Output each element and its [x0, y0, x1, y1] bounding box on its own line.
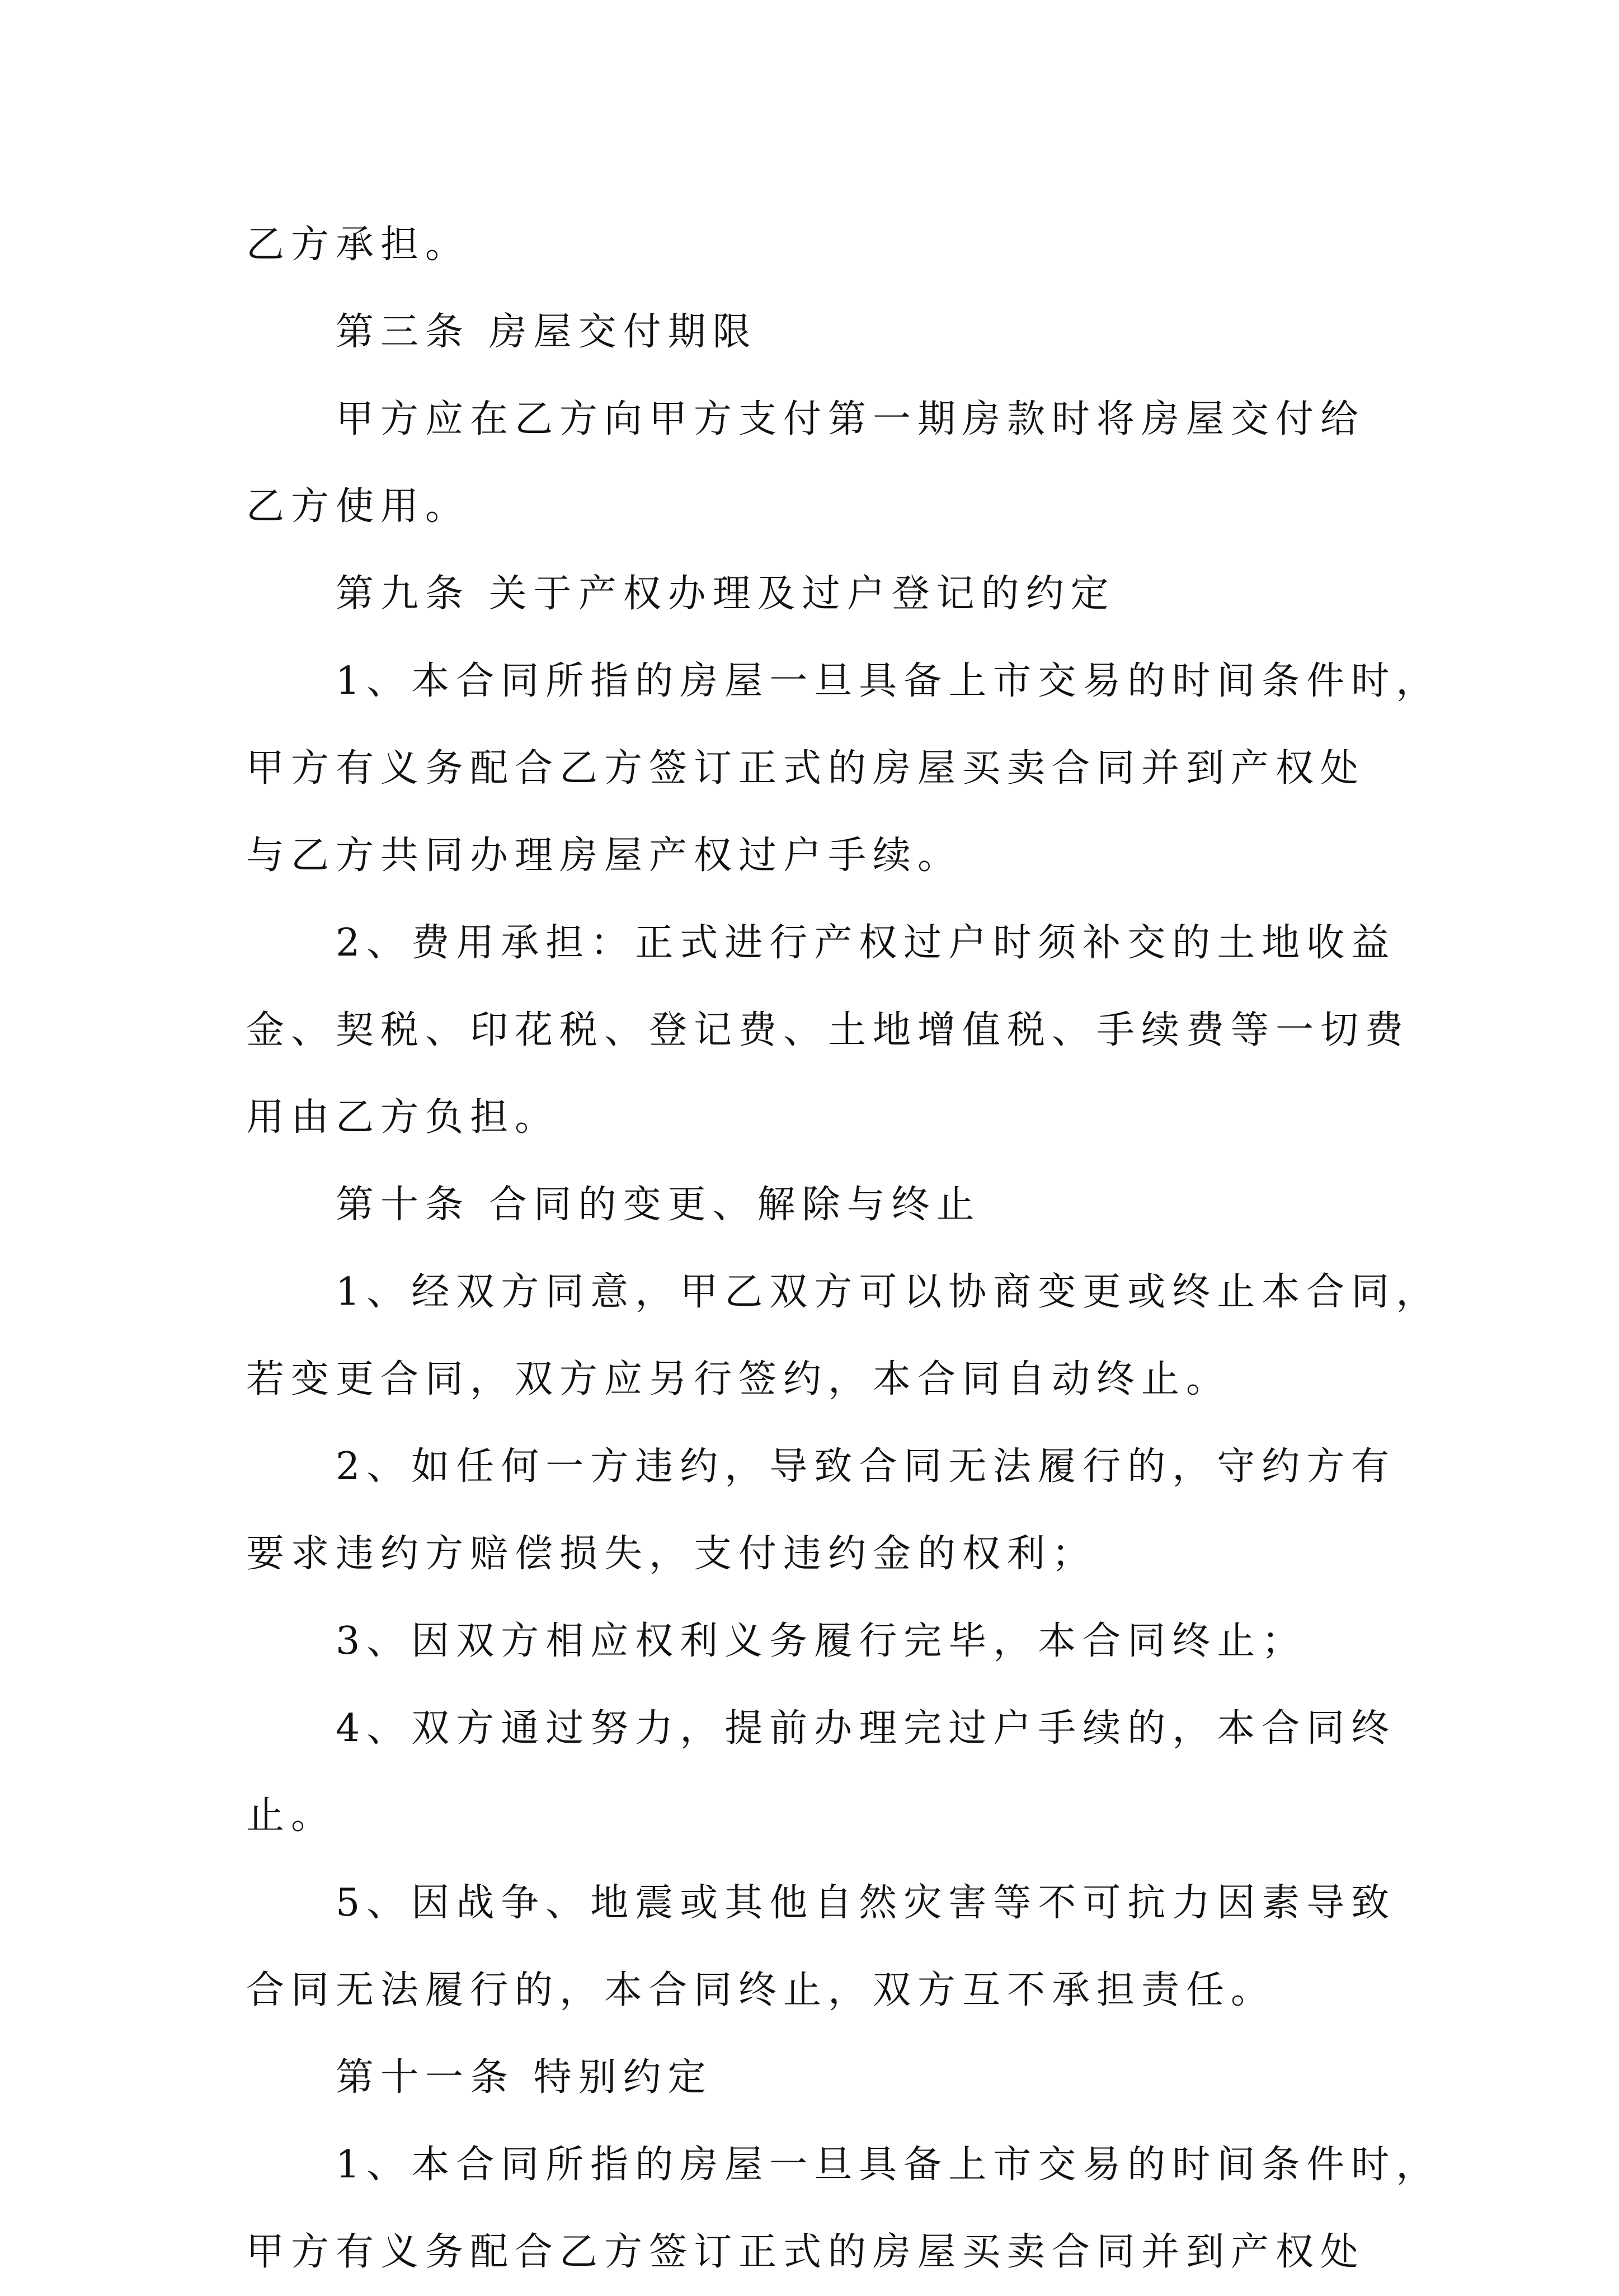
- text-line: 甲方有义务配合乙方签订正式的房屋买卖合同并到产权处: [246, 746, 1366, 791]
- text-line: 1、本合同所指的房屋一旦具备上市交易的时间条件时，: [336, 2143, 1441, 2187]
- text-line: 1、本合同所指的房屋一旦具备上市交易的时间条件时，: [336, 659, 1441, 703]
- text-line: 若变更合同，双方应另行签约，本合同自动终止。: [246, 1357, 1231, 1401]
- text-line: 2、费用承担：正式进行产权过户时须补交的土地收益: [336, 921, 1396, 965]
- text-line: 要求违约方赔偿损失，支付违约金的权利；: [246, 1532, 1097, 1576]
- text-line: 1、经双方同意，甲乙双方可以协商变更或终止本合同，: [336, 1270, 1441, 1314]
- text-line: 乙方承担。: [246, 223, 470, 267]
- text-line: 4、双方通过努力，提前办理完过户手续的，本合同终: [336, 1706, 1396, 1751]
- text-line: 5、因战争、地震或其他自然灾害等不可抗力因素导致: [336, 1881, 1396, 1925]
- text-line: 止。: [246, 1794, 336, 1838]
- document-body: [246, 201, 1441, 2296]
- text-line: 金、契税、印花税、登记费、土地增值税、手续费等一切费: [246, 1008, 1410, 1052]
- article-heading: 第十条 合同的变更、解除与终止: [336, 1183, 981, 1227]
- text-line: 用由乙方负担。: [246, 1095, 560, 1140]
- text-line: 甲方应在乙方向甲方支付第一期房款时将房屋交付给: [336, 397, 1366, 441]
- text-line: 2、如任何一方违约，导致合同无法履行的，守约方有: [336, 1445, 1396, 1489]
- text-line: 3、因双方相应权利义务履行完毕，本合同终止；: [336, 1619, 1307, 1663]
- text-line: 合同无法履行的，本合同终止，双方互不承担责任。: [246, 1968, 1276, 2012]
- article-heading: 第三条 房屋交付期限: [336, 310, 757, 354]
- text-line: 甲方有义务配合乙方签订正式的房屋买卖合同并到产权处: [246, 2230, 1366, 2274]
- article-heading: 第十一条 特别约定: [336, 2055, 713, 2100]
- article-heading: 第九条 关于产权办理及过户登记的约定: [336, 572, 1116, 616]
- text-line: 与乙方共同办理房屋产权过户手续。: [246, 834, 963, 878]
- text-line: 乙方使用。: [246, 484, 470, 529]
